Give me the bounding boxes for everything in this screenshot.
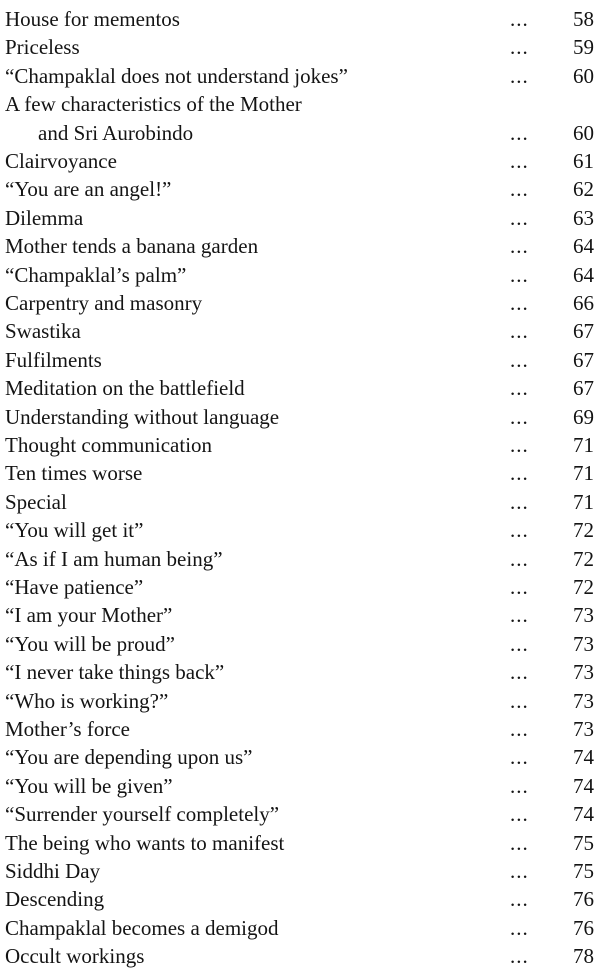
entry-title: Priceless <box>5 35 80 60</box>
page-number: 60 <box>573 120 594 145</box>
toc-entry <box>0 403 600 431</box>
toc-entry <box>0 33 600 61</box>
dot-leader: ... <box>510 63 529 88</box>
dot-leader: ... <box>510 717 529 741</box>
dot-leader: ... <box>510 376 529 401</box>
entry-title: “Surrender yourself completely” <box>5 802 280 827</box>
page-number: 67 <box>573 376 594 401</box>
toc-entry <box>0 175 600 203</box>
dot-leader: ... <box>510 404 529 429</box>
page-number: 73 <box>573 688 594 713</box>
dot-leader: ... <box>510 745 529 770</box>
page-number: 75 <box>573 859 594 883</box>
dot-leader: ... <box>510 518 529 543</box>
dot-leader: ... <box>510 35 529 60</box>
toc-entry <box>0 459 600 487</box>
entry-title: A few characteristics of the Mother <box>5 92 302 117</box>
entry-title: Mother tends a banana garden <box>5 234 259 259</box>
dot-leader: ... <box>510 773 529 798</box>
entry-title: Special <box>5 489 67 514</box>
dot-leader: ... <box>510 433 529 457</box>
dot-leader: ... <box>510 830 529 855</box>
toc-entry <box>0 431 600 459</box>
page-number: 69 <box>573 404 594 429</box>
entry-title: The being who wants to manifest <box>5 830 285 855</box>
toc-entry <box>0 516 600 544</box>
dot-leader: ... <box>510 291 529 315</box>
toc-entry <box>0 90 600 118</box>
dot-leader: ... <box>510 887 529 912</box>
entry-title: Thought communication <box>5 433 213 457</box>
dot-leader: ... <box>510 688 529 713</box>
page-number: 64 <box>573 234 594 259</box>
entry-title: Meditation on the battlefield <box>5 376 245 401</box>
entry-title: and Sri Aurobindo <box>38 120 194 145</box>
page-number: 64 <box>573 262 594 287</box>
page-number: 75 <box>573 830 594 855</box>
toc-entry <box>0 573 600 601</box>
entry-title: Fulfilments <box>5 347 102 372</box>
page-number: 73 <box>573 717 594 741</box>
entry-title: “I never take things back” <box>5 660 225 685</box>
dot-leader: ... <box>510 347 529 372</box>
page-number: 71 <box>573 461 594 486</box>
entry-title: Clairvoyance <box>5 149 117 173</box>
page-number: 58 <box>573 7 594 31</box>
page-number: 67 <box>573 347 594 372</box>
entry-title: “You will be proud” <box>5 631 175 656</box>
dot-leader: ... <box>510 603 529 628</box>
page-number: 60 <box>573 63 594 88</box>
entry-title: Understanding without language <box>5 404 280 429</box>
dot-leader: ... <box>510 660 529 685</box>
entry-title: Champaklal becomes a demigod <box>5 915 279 940</box>
toc-entry <box>0 800 600 828</box>
toc-entry <box>0 232 600 260</box>
entry-title: Swastika <box>5 319 81 344</box>
entry-title: Siddhi Day <box>5 859 101 883</box>
dot-leader: ... <box>510 461 529 486</box>
page-number: 74 <box>573 773 594 798</box>
entry-title: “You will be given” <box>5 773 173 798</box>
page-number: 72 <box>573 575 594 599</box>
page-number: 72 <box>573 546 594 571</box>
dot-leader: ... <box>510 859 529 883</box>
entry-title: Occult workings <box>5 944 145 969</box>
toc-entry <box>0 715 600 743</box>
entry-title: Descending <box>5 887 105 912</box>
entry-title: “Champaklal’s palm” <box>5 262 187 287</box>
page-number: 76 <box>573 887 594 912</box>
page-number: 59 <box>573 35 594 60</box>
entry-title: “You will get it” <box>5 518 144 543</box>
dot-leader: ... <box>510 489 529 514</box>
toc-entry <box>0 942 600 970</box>
entry-title: “Have patience” <box>5 575 144 599</box>
page-number: 73 <box>573 660 594 685</box>
toc-entry <box>0 601 600 629</box>
toc-entry <box>0 261 600 289</box>
page-number: 78 <box>573 944 594 969</box>
dot-leader: ... <box>510 149 529 173</box>
entry-title: “I am your Mother” <box>5 603 173 628</box>
entry-title: “You are depending upon us” <box>5 745 253 770</box>
page-number: 61 <box>573 149 594 173</box>
entry-title: Mother’s force <box>5 717 130 741</box>
toc-entry <box>0 857 600 885</box>
entry-title: House for mementos <box>5 7 180 31</box>
dot-leader: ... <box>510 262 529 287</box>
page-number: 76 <box>573 915 594 940</box>
toc-entry <box>0 346 600 374</box>
toc-entry <box>0 885 600 913</box>
page-number: 73 <box>573 631 594 656</box>
entry-title: “You are an angel!” <box>5 177 172 202</box>
dot-leader: ... <box>510 234 529 259</box>
page-number: 71 <box>573 433 594 457</box>
page-number: 72 <box>573 518 594 543</box>
toc-entry <box>0 545 600 573</box>
toc-entry <box>0 687 600 715</box>
toc-entry <box>0 289 600 317</box>
toc-entry <box>0 743 600 771</box>
toc-entry <box>0 829 600 857</box>
toc-entry <box>0 658 600 686</box>
entry-title: Dilemma <box>5 205 84 230</box>
entry-title: Carpentry and masonry <box>5 291 203 315</box>
toc-entry-continuation <box>0 119 600 147</box>
dot-leader: ... <box>510 177 529 202</box>
dot-leader: ... <box>510 631 529 656</box>
toc-entry <box>0 914 600 942</box>
page-number: 74 <box>573 745 594 770</box>
toc-entry <box>0 488 600 516</box>
dot-leader: ... <box>510 120 529 145</box>
dot-leader: ... <box>510 802 529 827</box>
toc-entry <box>0 374 600 402</box>
dot-leader: ... <box>510 205 529 230</box>
entry-title: “Champaklal does not understand jokes” <box>5 63 348 88</box>
dot-leader: ... <box>510 944 529 969</box>
dot-leader: ... <box>510 546 529 571</box>
page-number: 71 <box>573 489 594 514</box>
page-number: 73 <box>573 603 594 628</box>
page-number: 74 <box>573 802 594 827</box>
toc-entry <box>0 62 600 90</box>
toc-entry <box>0 147 600 175</box>
page-number: 66 <box>573 291 594 315</box>
page-number: 62 <box>573 177 594 202</box>
dot-leader: ... <box>510 7 529 31</box>
entry-title: Ten times worse <box>5 461 143 486</box>
toc-entry <box>0 5 600 33</box>
entry-title: “Who is working?” <box>5 688 169 713</box>
entry-title: “As if I am human being” <box>5 546 223 571</box>
toc-entry <box>0 630 600 658</box>
toc-entry <box>0 772 600 800</box>
page-number: 67 <box>573 319 594 344</box>
dot-leader: ... <box>510 319 529 344</box>
dot-leader: ... <box>510 915 529 940</box>
page-number: 63 <box>573 205 594 230</box>
toc-entry <box>0 204 600 232</box>
dot-leader: ... <box>510 575 529 599</box>
toc-entry <box>0 317 600 345</box>
